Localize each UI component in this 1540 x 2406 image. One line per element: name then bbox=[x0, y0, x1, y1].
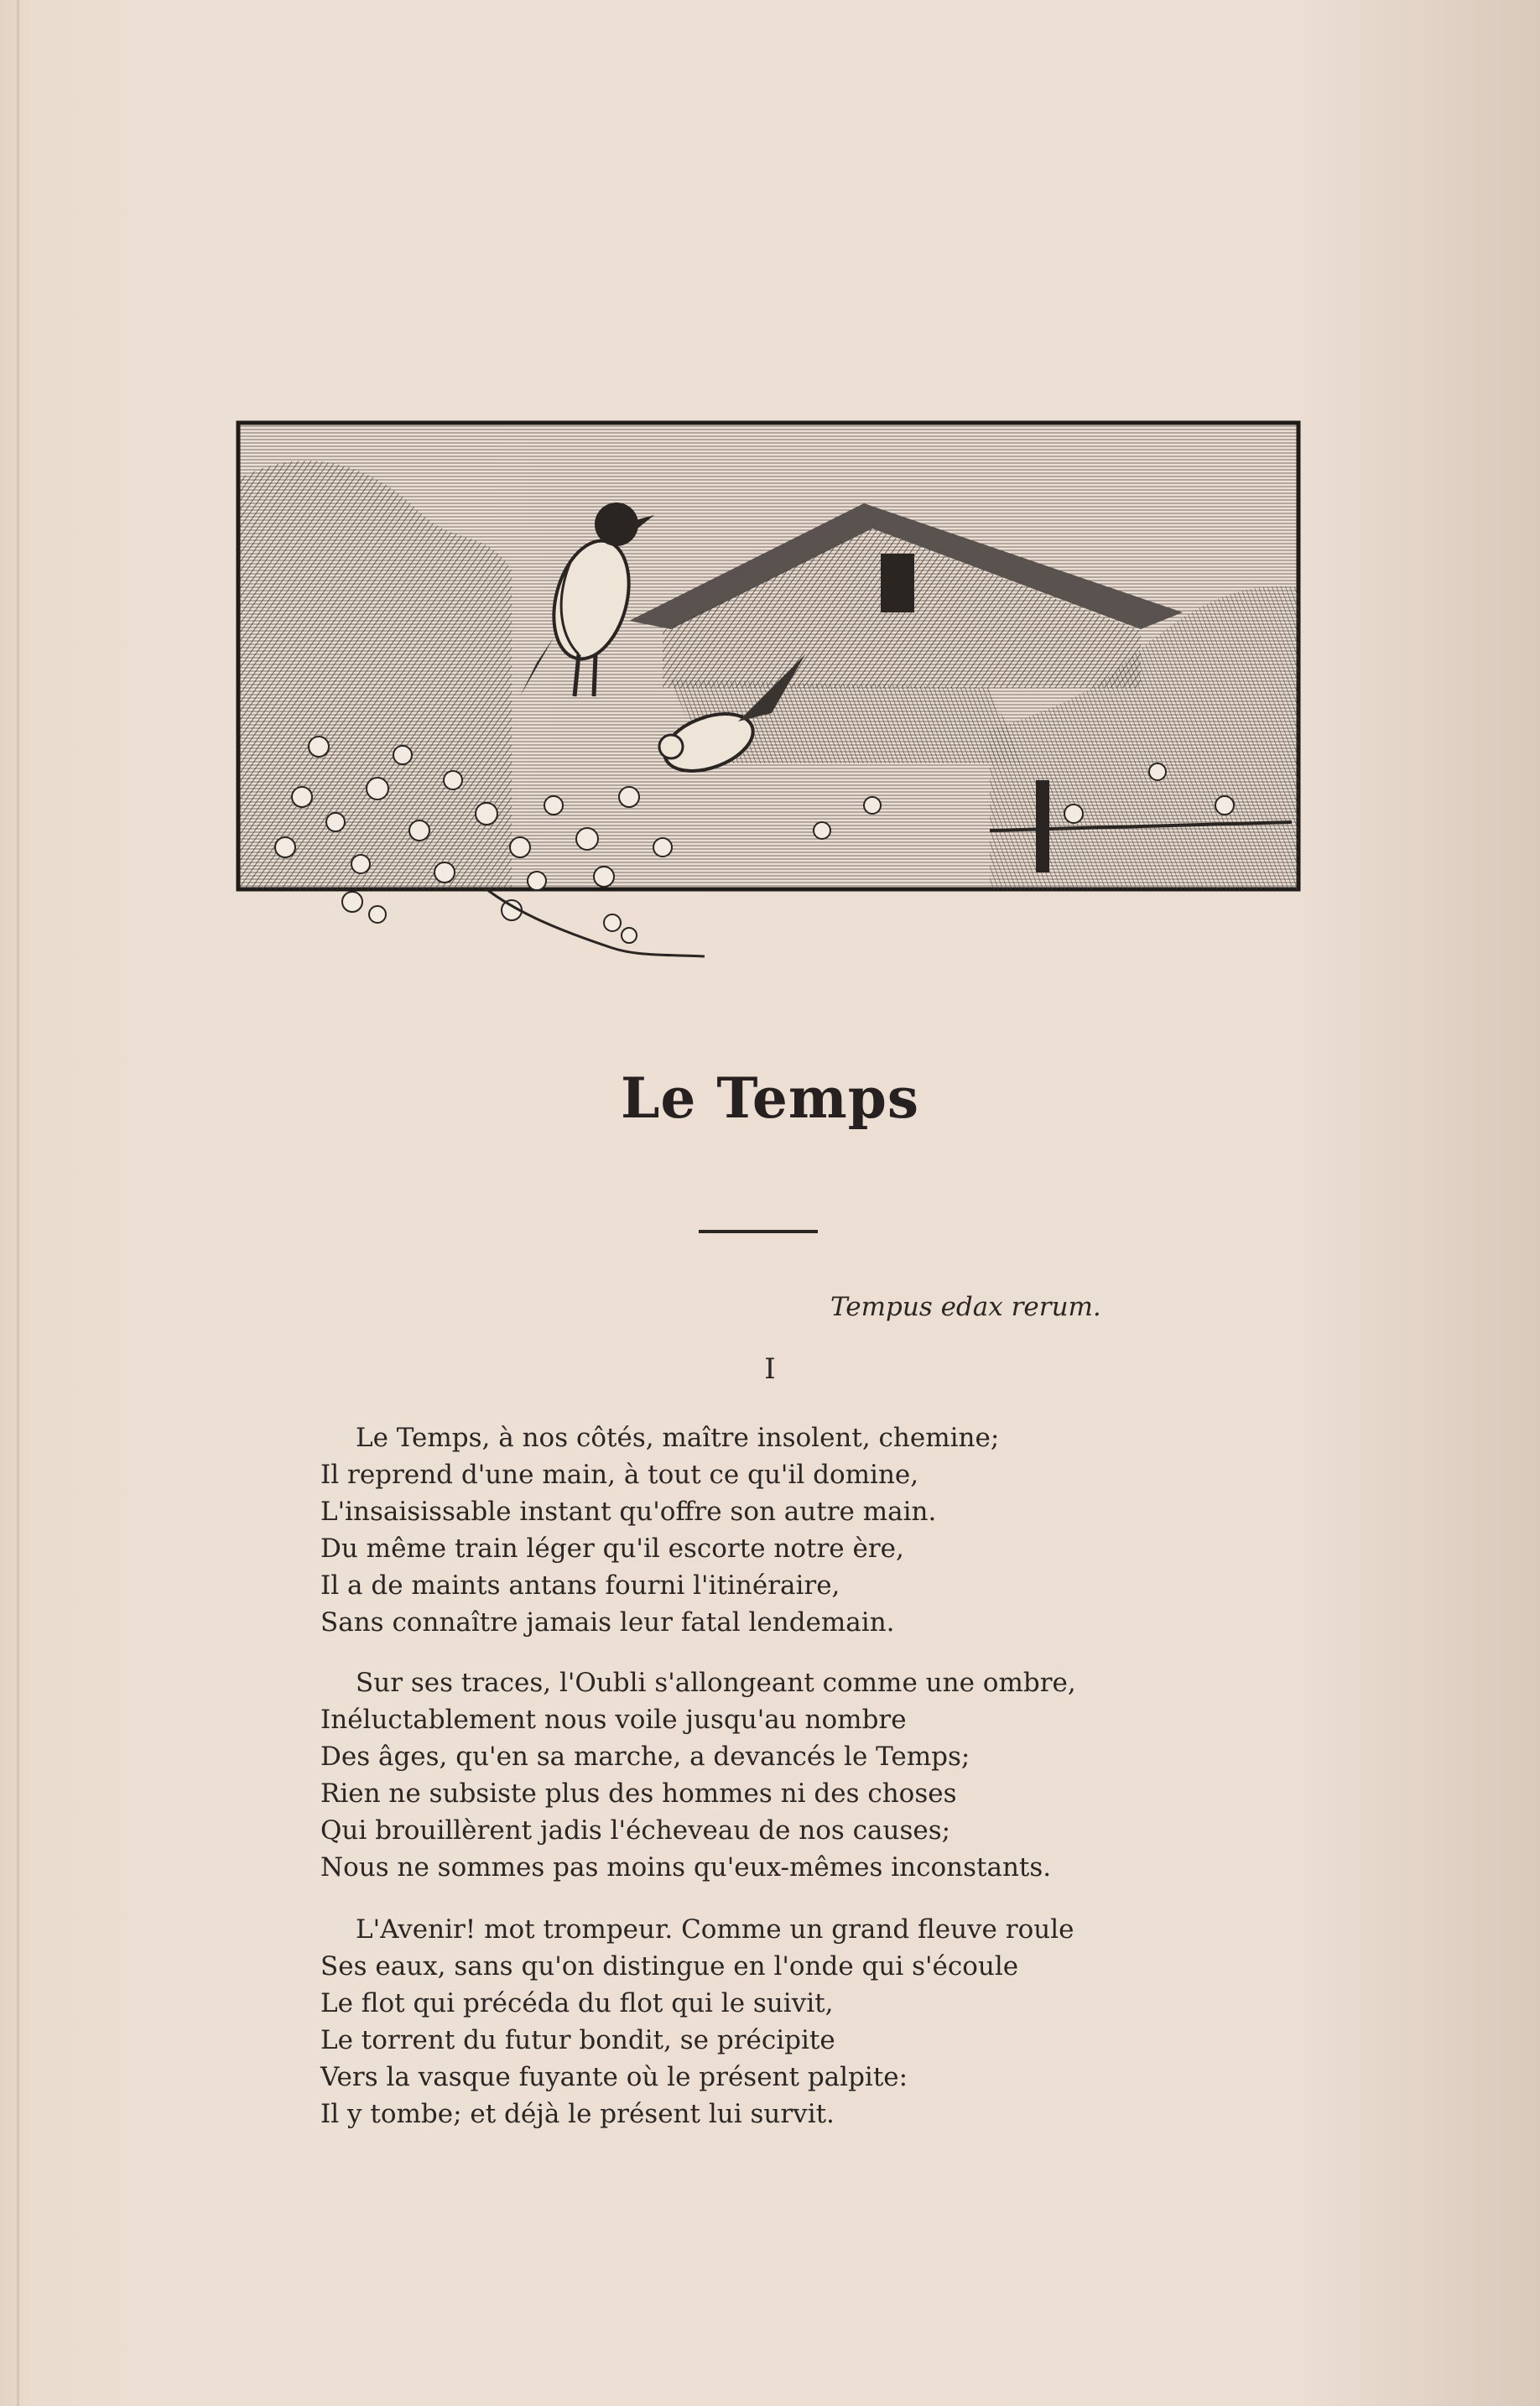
section-number: I bbox=[764, 1352, 776, 1386]
verse-line: Le flot qui précéda du flot qui le suivit, bbox=[320, 1988, 834, 2018]
verse-line: Nous ne sommes pas moins qu'eux-mêmes inconstants. bbox=[320, 1852, 1052, 1883]
verse-line: Le torrent du futur bondit, se précipite bbox=[320, 2025, 835, 2055]
verse-line: Il reprend d'une main, à tout ce qu'il domine, bbox=[320, 1460, 919, 1490]
verse-line: Sans connaître jamais leur fatal lendemain. bbox=[320, 1607, 895, 1638]
poem-title: Le Temps bbox=[620, 1065, 920, 1131]
verse-line: Il a de maints antans fourni l'itinéraire, bbox=[320, 1570, 840, 1601]
title-divider bbox=[699, 1230, 818, 1233]
verse-line: L'insaisissable instant qu'offre son autre main. bbox=[320, 1497, 937, 1527]
verse-line: Inéluctablement nous voile jusqu'au nombre bbox=[320, 1705, 907, 1735]
verse-line: L'Avenir! mot trompeur. Comme un grand fleuve roule bbox=[356, 1914, 1074, 1945]
verse-line: Du même train léger qu'il escorte notre ère, bbox=[320, 1534, 904, 1564]
verse-line: Rien ne subsiste plus des hommes ni des choses bbox=[320, 1778, 957, 1809]
verse-line: Ses eaux, sans qu'on distingue en l'onde qui s'écoule bbox=[320, 1951, 1019, 1982]
verse-line: Des âges, qu'en sa marche, a devancés le Temps; bbox=[320, 1742, 970, 1772]
page-fold bbox=[17, 0, 19, 2406]
verse-line: Vers la vasque fuyante où le présent palpite: bbox=[320, 2062, 908, 2092]
epigraph: Tempus edax rerum. bbox=[830, 1292, 1101, 1322]
verse-line: Qui brouillèrent jadis l'écheveau de nos causes; bbox=[320, 1815, 951, 1846]
verse-line: Il y tombe; et déjà le présent lui survit. bbox=[320, 2099, 835, 2129]
engraving-vignette bbox=[235, 411, 1308, 982]
stanza-3 bbox=[320, 1911, 1210, 2133]
stanza-1 bbox=[320, 1419, 1210, 1641]
stanza-2 bbox=[320, 1664, 1210, 1886]
verse-line: Sur ses traces, l'Oubli s'allongeant comme une ombre, bbox=[356, 1668, 1076, 1698]
verse-line: Le Temps, à nos côtés, maître insolent, chemine; bbox=[356, 1423, 1000, 1453]
